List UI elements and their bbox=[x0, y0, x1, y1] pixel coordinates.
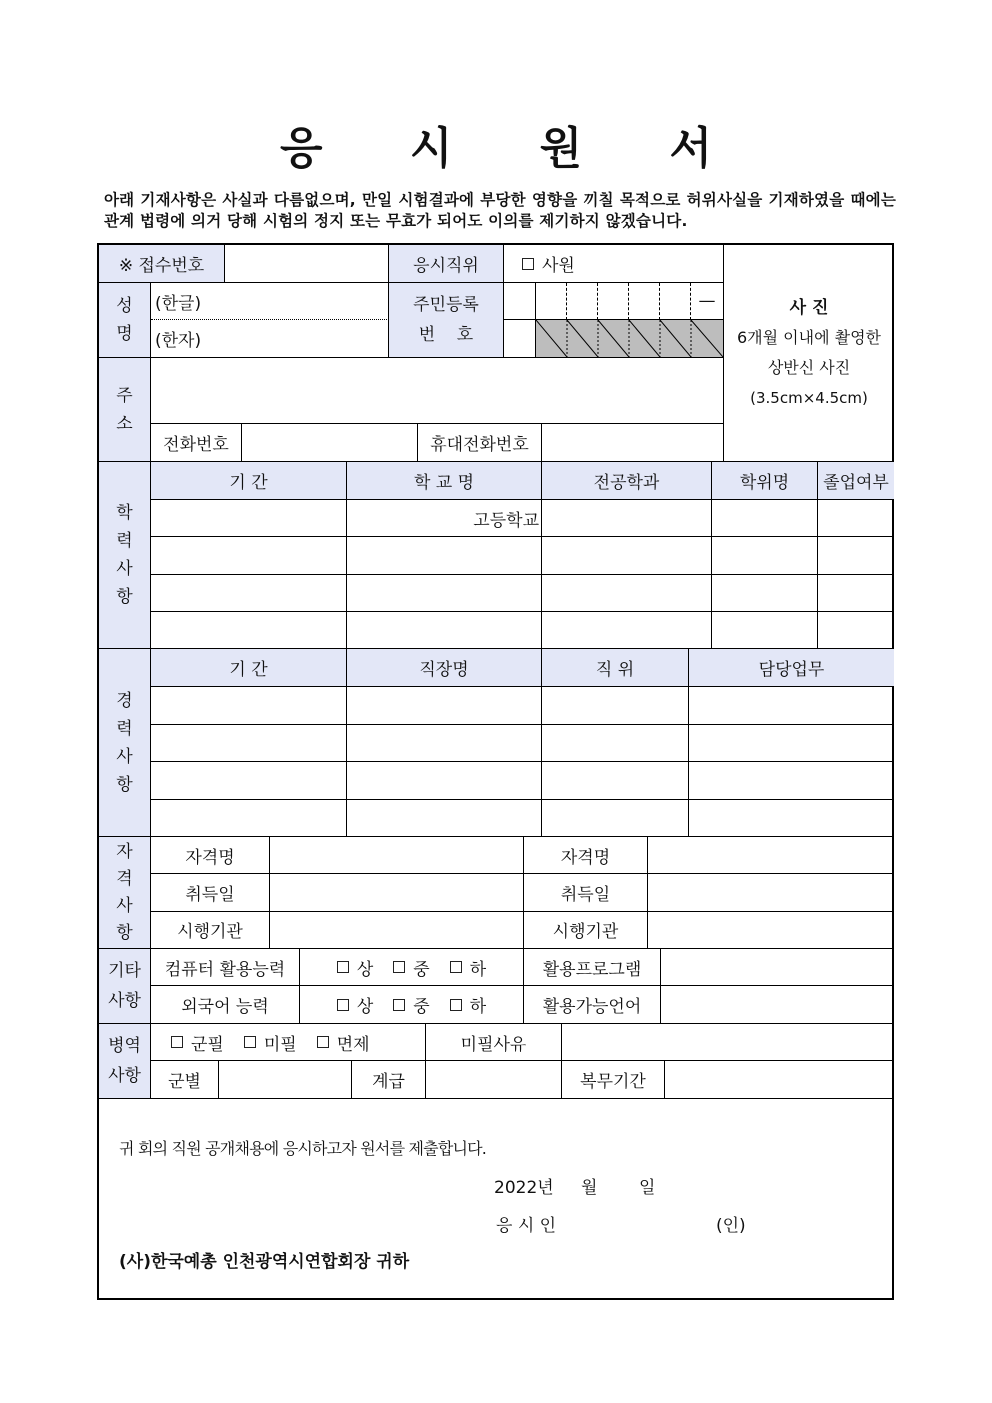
education-label-char: 항 bbox=[116, 587, 133, 607]
language-avail-label: 활용가능언어 bbox=[524, 986, 661, 1024]
receipt-number-label: ※ 접수번호 bbox=[99, 245, 225, 283]
career-period-cell[interactable] bbox=[151, 762, 347, 800]
other-label bbox=[99, 949, 151, 1024]
license-date-field-2[interactable] bbox=[648, 874, 894, 911]
phone-field[interactable] bbox=[242, 424, 418, 462]
position-label: 응시직위 bbox=[389, 245, 504, 283]
position-checkbox[interactable] bbox=[522, 258, 534, 270]
career-position-cell[interactable] bbox=[542, 687, 689, 725]
photo-box bbox=[724, 245, 894, 462]
position-option[interactable] bbox=[504, 245, 724, 283]
rrn-hatch bbox=[536, 320, 723, 357]
license-issuer-label bbox=[151, 912, 270, 949]
service-period-field[interactable] bbox=[665, 1061, 894, 1099]
education-label-char: 력 bbox=[116, 531, 133, 551]
level-low-label: 하 bbox=[469, 997, 487, 1017]
career-position-cell[interactable] bbox=[542, 762, 689, 800]
license-label-char: 사 bbox=[116, 895, 133, 916]
education-degree-cell[interactable] bbox=[712, 575, 818, 612]
seal-mark[interactable]: (인) bbox=[716, 1216, 746, 1236]
military-label-1: 병역 bbox=[108, 1036, 141, 1056]
rrn-label bbox=[389, 283, 504, 358]
license-issuer-label-2 bbox=[524, 912, 648, 949]
military-unserved-label: 미필 bbox=[263, 1034, 297, 1055]
license-name-label-2 bbox=[524, 837, 648, 874]
application-form bbox=[97, 243, 894, 1300]
rank-field[interactable] bbox=[426, 1061, 562, 1099]
receipt-number-field[interactable] bbox=[225, 245, 389, 283]
license-issuer-field-2[interactable] bbox=[648, 912, 894, 949]
name-label-2: 명 bbox=[116, 324, 133, 344]
rrn-digit[interactable] bbox=[598, 283, 629, 320]
career-position-cell[interactable] bbox=[542, 800, 689, 838]
military-checkbox[interactable] bbox=[317, 1036, 329, 1048]
education-school-cell[interactable] bbox=[347, 537, 542, 574]
education-header-major: 전공학과 bbox=[542, 462, 712, 500]
program-field[interactable] bbox=[661, 949, 894, 986]
career-header-duty: 담당업무 bbox=[689, 649, 894, 687]
phone-label: 전화번호 bbox=[151, 424, 242, 462]
statement-text: 귀 회의 직원 공개채용에 응시하고자 원서를 제출합니다. bbox=[119, 1139, 487, 1158]
career-company-cell[interactable] bbox=[347, 762, 542, 800]
military-status-options[interactable] bbox=[151, 1024, 426, 1061]
license-issuer-field[interactable] bbox=[270, 912, 524, 949]
level-checkbox[interactable] bbox=[393, 961, 405, 973]
license-field-label: 취득일 bbox=[185, 884, 235, 905]
license-name-field-2[interactable] bbox=[648, 837, 894, 874]
license-date-field[interactable] bbox=[270, 874, 524, 911]
education-period-cell[interactable] bbox=[151, 575, 347, 612]
unserved-reason-label: 미필사유 bbox=[426, 1024, 562, 1061]
career-period-cell[interactable] bbox=[151, 687, 347, 725]
career-period-cell[interactable] bbox=[151, 800, 347, 838]
education-graduation-cell[interactable] bbox=[818, 500, 894, 537]
program-label: 활용프로그램 bbox=[524, 949, 661, 986]
license-label-char: 항 bbox=[116, 922, 133, 943]
level-checkbox[interactable] bbox=[337, 999, 349, 1011]
military-checkbox[interactable] bbox=[244, 1036, 256, 1048]
license-label bbox=[99, 837, 151, 949]
career-label-char: 력 bbox=[116, 718, 133, 739]
education-school-cell[interactable] bbox=[347, 575, 542, 612]
mobile-label: 휴대전화번호 bbox=[418, 424, 542, 462]
date-day: 일 bbox=[639, 1178, 656, 1198]
document-title: 응 시 원 서 bbox=[280, 123, 748, 174]
name-label-1: 성 bbox=[116, 296, 133, 316]
education-label-char: 사 bbox=[116, 559, 133, 579]
career-header-period: 기 간 bbox=[151, 649, 347, 687]
career-duty-cell[interactable] bbox=[689, 800, 894, 838]
date-month: 월 bbox=[581, 1178, 598, 1198]
education-school-cell[interactable] bbox=[347, 500, 542, 537]
education-graduation-cell[interactable] bbox=[818, 537, 894, 574]
rrn-digit[interactable] bbox=[567, 283, 598, 320]
photo-size: (3.5cm×4.5cm) bbox=[750, 389, 868, 407]
rrn-digit[interactable] bbox=[504, 320, 536, 358]
level-high-label: 상 bbox=[356, 997, 374, 1017]
military-checkbox[interactable] bbox=[171, 1036, 183, 1048]
license-date-label bbox=[151, 874, 270, 911]
career-header-company: 직장명 bbox=[347, 649, 542, 687]
date-year: 2022년 bbox=[494, 1178, 554, 1198]
education-degree-cell[interactable] bbox=[712, 500, 818, 537]
position-option-label: 사원 bbox=[542, 256, 575, 276]
education-period-cell[interactable] bbox=[151, 612, 347, 649]
education-label bbox=[99, 462, 151, 649]
career-duty-cell[interactable] bbox=[689, 762, 894, 800]
photo-line2: 상반신 사진 bbox=[767, 358, 851, 377]
level-mid-label: 중 bbox=[413, 959, 430, 980]
license-name-field[interactable] bbox=[270, 837, 524, 874]
level-checkbox[interactable] bbox=[393, 999, 405, 1011]
education-header-school: 학 교 명 bbox=[347, 462, 542, 500]
rrn-digit[interactable] bbox=[536, 283, 567, 320]
education-major-cell[interactable] bbox=[542, 575, 712, 612]
education-graduation-cell[interactable] bbox=[818, 575, 894, 612]
name-hanja-field[interactable] bbox=[151, 320, 389, 358]
military-label bbox=[99, 1024, 151, 1099]
education-header-period: 기 간 bbox=[151, 462, 347, 500]
education-major-cell[interactable] bbox=[542, 612, 712, 649]
service-period-label: 복무기간 bbox=[562, 1061, 665, 1099]
level-checkbox[interactable] bbox=[450, 961, 462, 973]
license-field-label: 시행기관 bbox=[552, 922, 619, 943]
career-company-cell[interactable] bbox=[347, 725, 542, 763]
education-header-graduation: 졸업여부 bbox=[818, 462, 894, 500]
military-served-label: 군필 bbox=[191, 1034, 224, 1055]
notice-text: 아래 기재사항은 사실과 다름없으며, 만일 시험결과에 부당한 영향을 끼칠 목적으로 허위사실을 기재하였을 때에는 관계 법령에 의거 당해 시험의 정지 또는 무효가 되어도 이의를 제기하지 않겠습니다. bbox=[104, 191, 896, 230]
rrn-label-2: 번 호 bbox=[418, 325, 474, 345]
address-label bbox=[99, 358, 151, 462]
career-company-cell[interactable] bbox=[347, 687, 542, 725]
education-major-cell[interactable] bbox=[542, 537, 712, 574]
education-label-char: 학 bbox=[116, 503, 133, 523]
language-level-options[interactable] bbox=[300, 986, 524, 1024]
level-low-label: 하 bbox=[469, 959, 487, 980]
level-checkbox[interactable] bbox=[337, 961, 349, 973]
license-field-label: 자격명 bbox=[185, 847, 235, 868]
license-label-char: 격 bbox=[116, 868, 133, 889]
military-exempt-label: 면제 bbox=[336, 1034, 370, 1055]
photo-title: 사 진 bbox=[789, 298, 829, 318]
address-label-1: 주 bbox=[116, 385, 133, 406]
career-duty-cell[interactable] bbox=[689, 725, 894, 763]
education-school-cell[interactable] bbox=[347, 612, 542, 649]
applicant-label: 응 시 인 bbox=[496, 1216, 557, 1236]
career-duty-cell[interactable] bbox=[689, 687, 894, 725]
name-hangul-field[interactable] bbox=[151, 283, 389, 320]
career-label-char: 사 bbox=[116, 746, 133, 767]
career-label-char: 항 bbox=[116, 774, 133, 795]
computer-label: 컴퓨터 활용능력 bbox=[151, 949, 300, 986]
license-field-label: 자격명 bbox=[560, 847, 611, 868]
level-checkbox[interactable] bbox=[450, 999, 462, 1011]
address-label-2: 소 bbox=[116, 413, 133, 434]
education-header-degree: 학위명 bbox=[712, 462, 818, 500]
education-period-cell[interactable] bbox=[151, 537, 347, 574]
rrn-digit[interactable] bbox=[660, 283, 691, 320]
education-graduation-cell[interactable] bbox=[818, 612, 894, 649]
level-high-label: 상 bbox=[356, 959, 374, 980]
career-header-position: 직 위 bbox=[542, 649, 689, 687]
other-label-2: 사항 bbox=[108, 991, 141, 1011]
license-name-label bbox=[151, 837, 270, 874]
high-school-label: 고등학교 bbox=[473, 510, 539, 531]
rrn-digit[interactable] bbox=[629, 283, 660, 320]
language-avail-field[interactable] bbox=[661, 986, 894, 1024]
license-label-char: 자 bbox=[116, 841, 133, 862]
military-label-2: 사항 bbox=[108, 1066, 141, 1086]
unserved-reason-field[interactable] bbox=[562, 1024, 894, 1061]
photo-line1: 6개월 이내에 촬영한 bbox=[737, 328, 881, 347]
mobile-field[interactable] bbox=[542, 424, 724, 462]
career-period-cell[interactable] bbox=[151, 725, 347, 763]
name-hangul-label: (한글) bbox=[155, 293, 202, 314]
branch-field[interactable] bbox=[219, 1061, 352, 1099]
name-hanja-label: (한자) bbox=[155, 331, 202, 351]
license-date-label-2 bbox=[524, 874, 648, 911]
education-period-cell[interactable] bbox=[151, 500, 347, 537]
computer-level-options[interactable] bbox=[300, 949, 524, 986]
career-position-cell[interactable] bbox=[542, 725, 689, 763]
rrn-digit[interactable] bbox=[504, 283, 536, 320]
level-mid-label: 중 bbox=[413, 997, 430, 1017]
other-label-1: 기타 bbox=[108, 961, 141, 981]
addressee: (사)한국예총 인천광역시연합회장 귀하 bbox=[119, 1252, 410, 1272]
rrn-masked-area bbox=[536, 320, 724, 358]
branch-label: 군별 bbox=[151, 1061, 219, 1099]
rrn-label-1: 주민등록 bbox=[413, 295, 479, 315]
education-degree-cell[interactable] bbox=[712, 537, 818, 574]
address-field[interactable] bbox=[151, 358, 724, 424]
career-label-char: 경 bbox=[116, 690, 133, 711]
name-label bbox=[99, 283, 151, 358]
education-major-cell[interactable] bbox=[542, 500, 712, 537]
rank-label: 계급 bbox=[352, 1061, 426, 1099]
rrn-dash: — bbox=[691, 283, 724, 320]
career-label bbox=[99, 649, 151, 837]
language-label: 외국어 능력 bbox=[151, 986, 300, 1024]
license-field-label: 시행기관 bbox=[177, 922, 243, 943]
license-field-label: 취득일 bbox=[560, 884, 611, 905]
career-company-cell[interactable] bbox=[347, 800, 542, 838]
education-degree-cell[interactable] bbox=[712, 612, 818, 649]
